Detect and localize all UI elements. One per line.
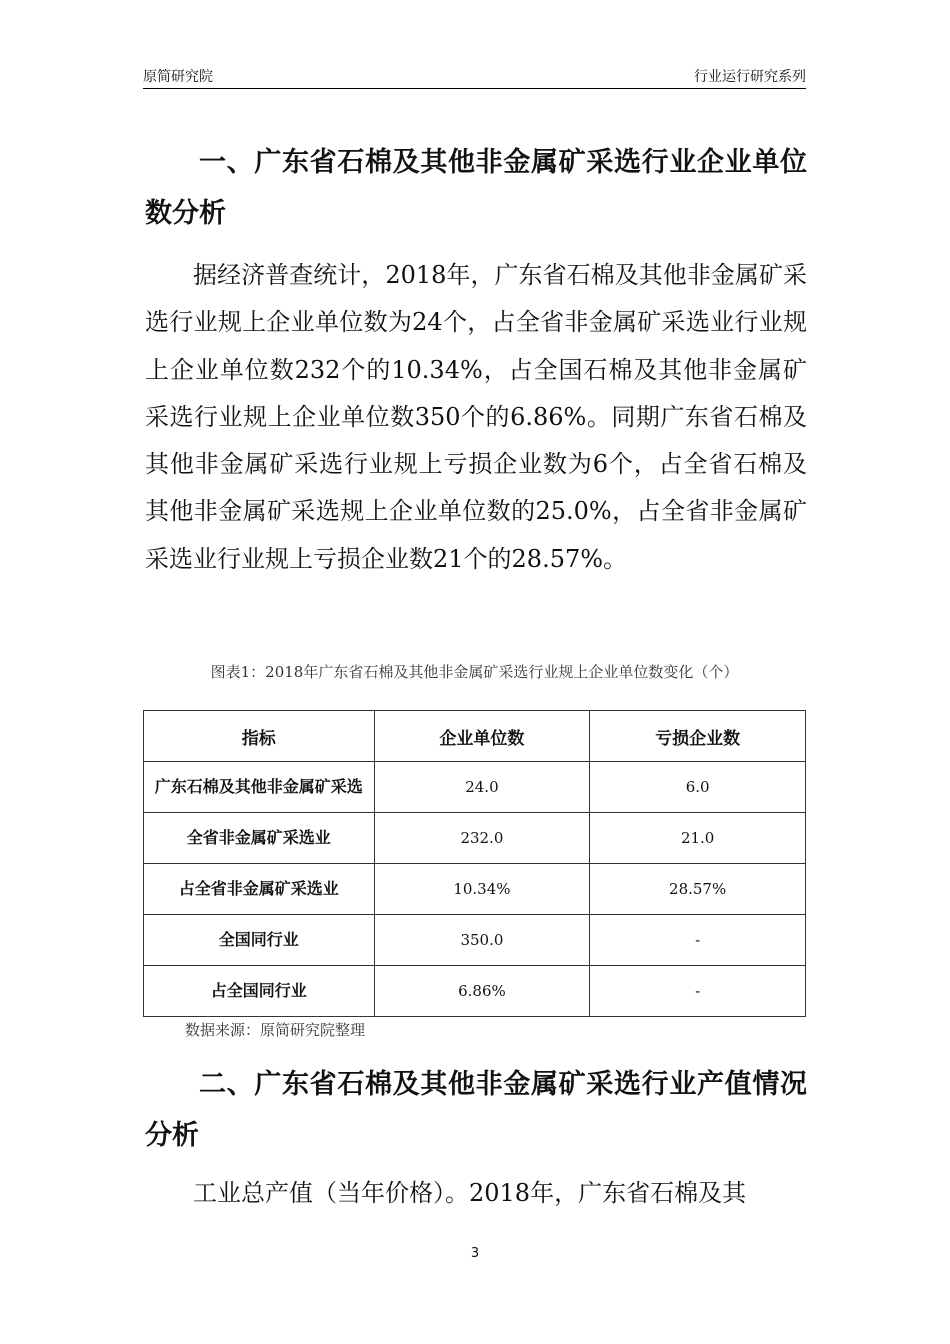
cell: - [590,915,806,966]
section-1-paragraph: 据经济普查统计，2018年，广东省石棉及其他非金属矿采选行业规上企业单位数为24个，占全省非金属矿采选业行业规上企业单位数232个的10.34%，占全国石棉及其他非金属矿采选行业规上企业单位数350个的6.86%。同期广东省石棉及其他非金属矿采选行业规上亏损企业数为6个，占全省石棉及其他非金属矿采选规上企业单位数的25.0%，占全省非金属矿采选业行业规上亏损企业数21个的28.57%。 [145,261,807,573]
table-source: 数据来源：原简研究院整理 [185,1021,366,1039]
cell: 6.0 [590,762,806,813]
header-series: 行业运行研究系列 [694,69,806,85]
cell: 21.0 [590,813,806,864]
enterprise-count-table [143,710,806,1017]
table-row [144,915,806,966]
row-label: 全省非金属矿采选业 [144,813,375,864]
section-1-heading: 一、广东省石棉及其他非金属矿采选行业企业单位数分析 [145,147,807,229]
table-caption: 图表1：2018年广东省石棉及其他非金属矿采选行业规上企业单位数变化（个） [210,663,739,681]
row-label: 占全国同行业 [144,966,375,1017]
row-label: 广东石棉及其他非金属矿采选 [144,762,375,813]
row-label: 全国同行业 [144,915,375,966]
table-row [144,966,806,1017]
section-2-heading: 二、广东省石棉及其他非金属矿采选行业产值情况分析 [145,1069,807,1151]
column-header: 企业单位数 [374,711,590,762]
table-header-row [144,711,806,762]
cell: 6.86% [374,966,590,1017]
table-row [144,762,806,813]
cell: - [590,966,806,1017]
row-label: 占全省非金属矿采选业 [144,864,375,915]
cell: 24.0 [374,762,590,813]
column-header: 亏损企业数 [590,711,806,762]
cell: 10.34% [374,864,590,915]
cell: 28.57% [590,864,806,915]
table-row [144,864,806,915]
table-row [144,813,806,864]
page-header [143,66,806,89]
header-org: 原简研究院 [143,69,213,85]
section-2-paragraph: 工业总产值（当年价格）。2018年，广东省石棉及其 [193,1179,747,1207]
cell: 232.0 [374,813,590,864]
cell: 350.0 [374,915,590,966]
column-header: 指标 [144,711,375,762]
page-number: 3 [470,1246,480,1261]
